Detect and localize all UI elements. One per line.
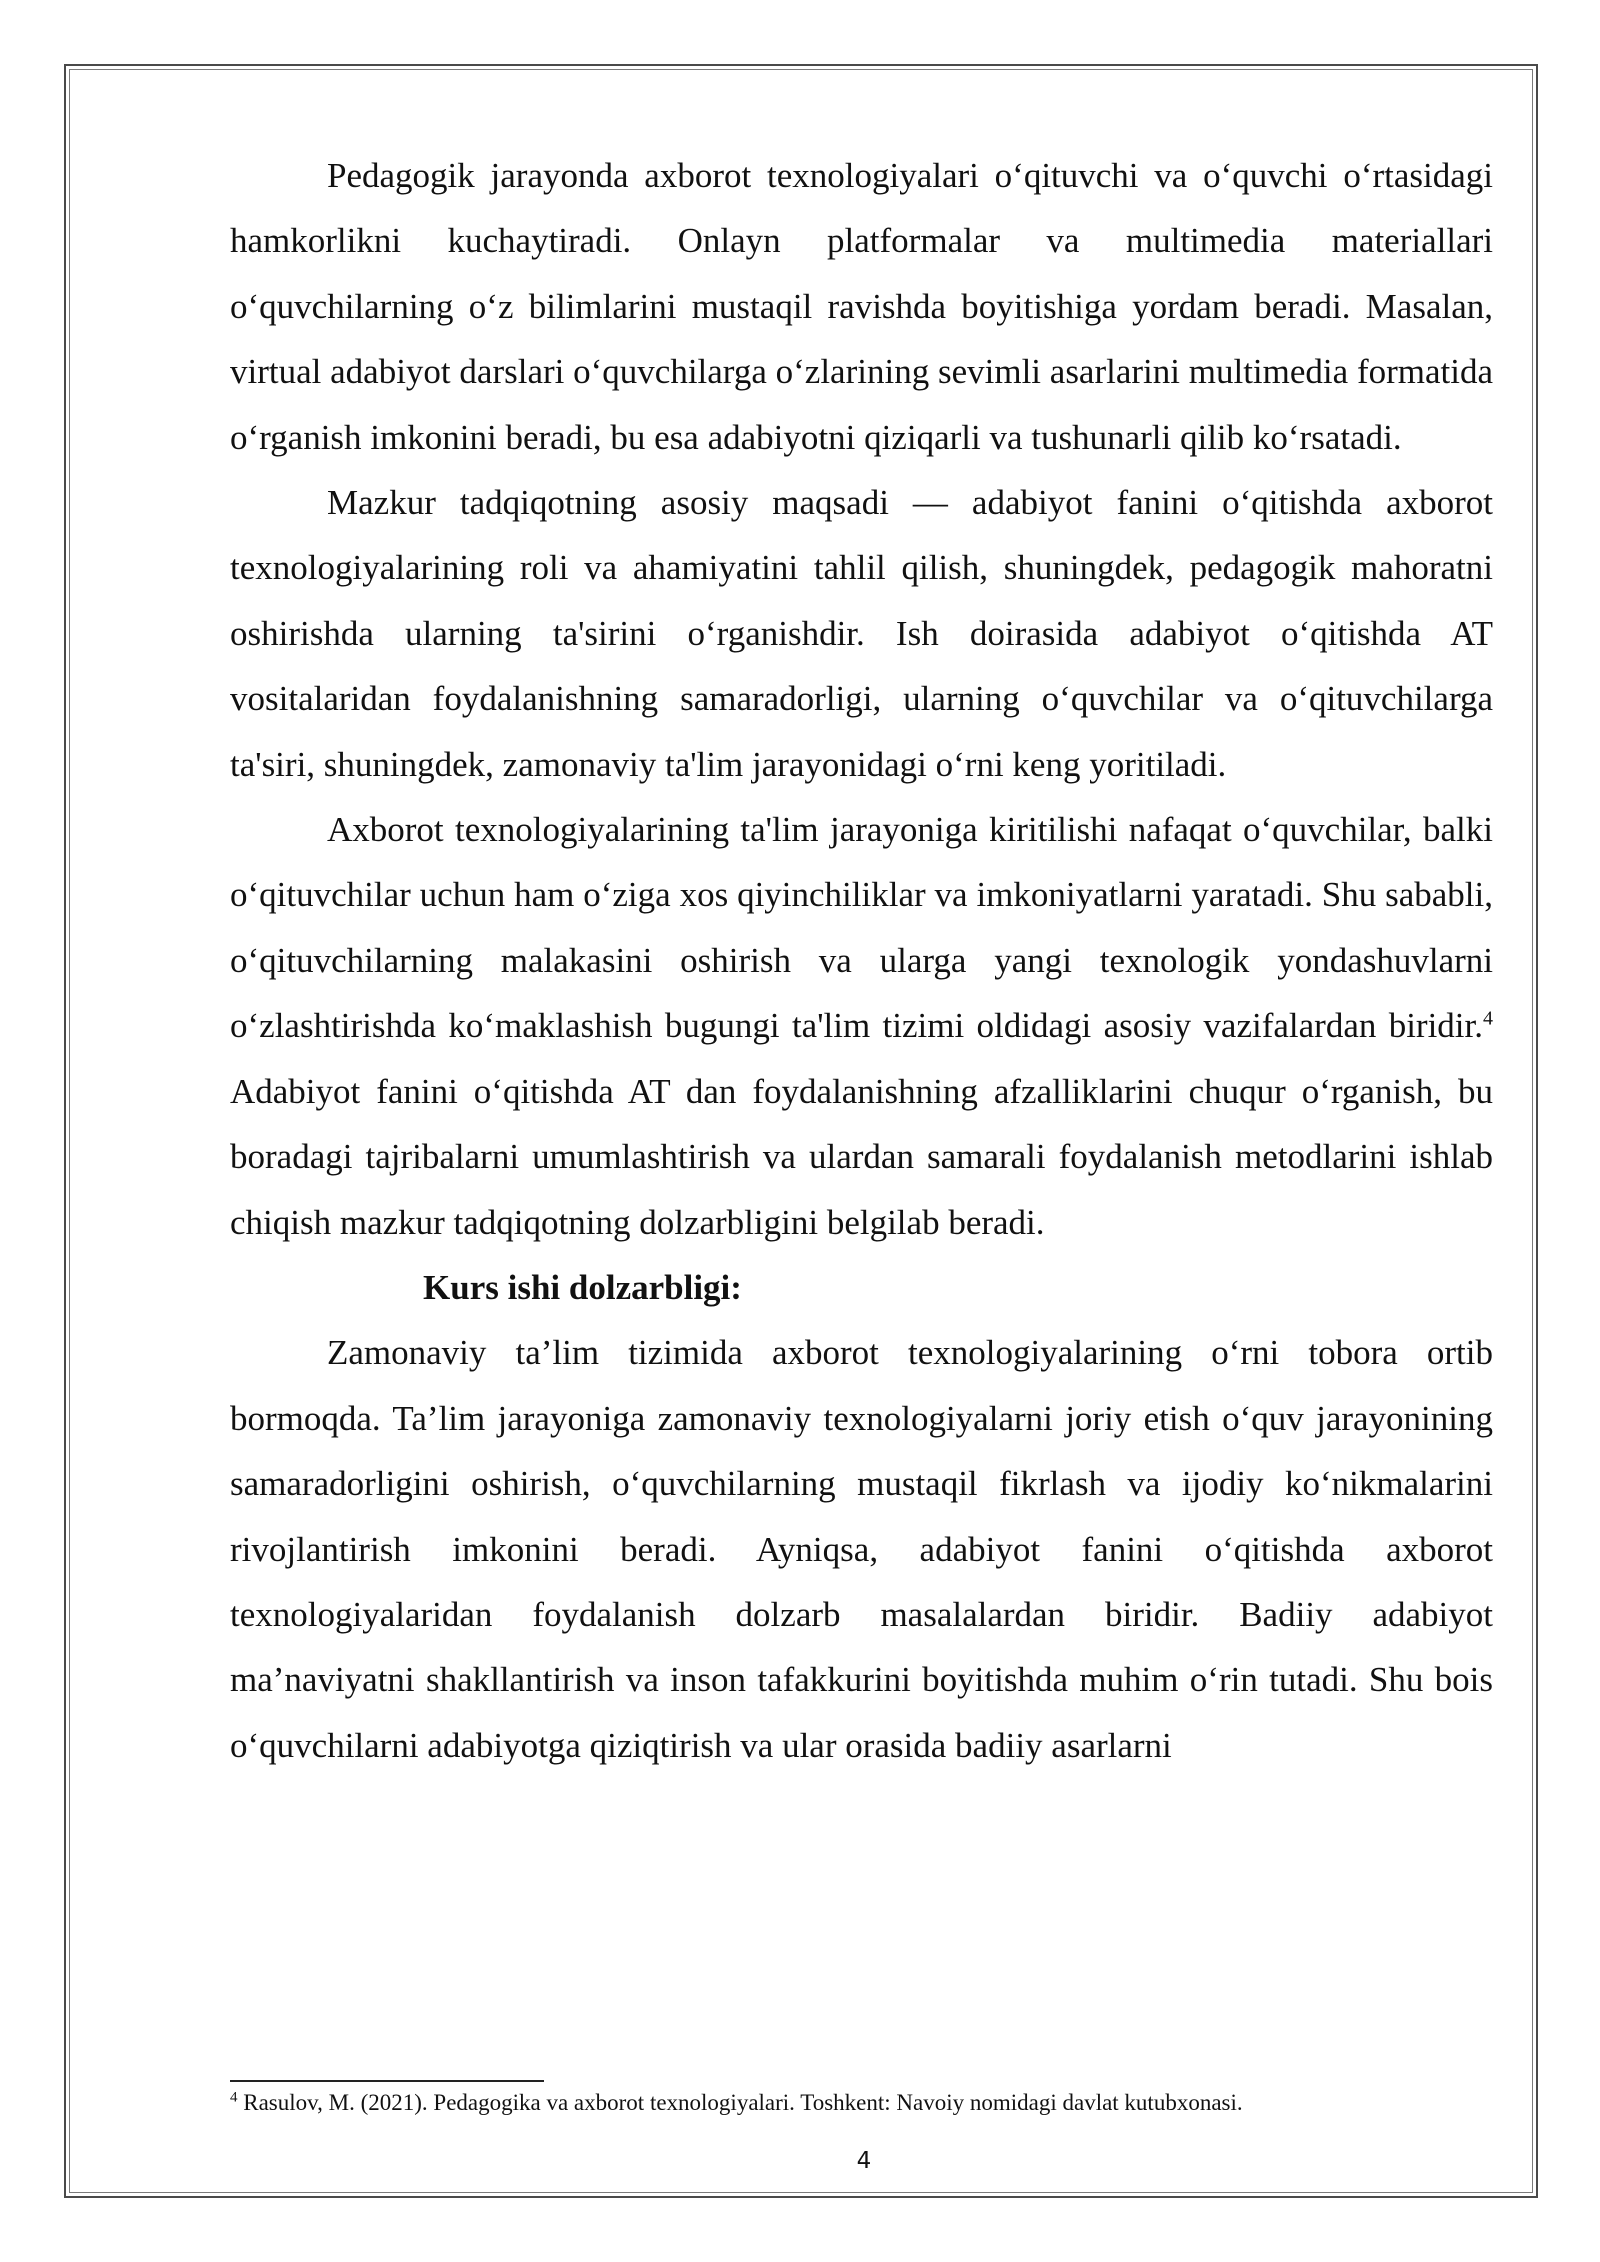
paragraph-3-text-end: Adabiyot fanini o‘qitishda AT dan foydalanishning afzalliklarini chuqur o‘rganish, bu boradagi tajribalarni umumlashtirish va ulardan samarali foydalanish metodlarini ishlab chiqish mazkur tadqiqotning dolzarbligini belgilab beradi.: [230, 1071, 1493, 1242]
paragraph-4: Zamonaviy ta’lim tizimida axborot texnologiyalarining o‘rni tobora ortib bormoqda. Ta’lim jarayoniga zamonaviy texnologiyalarni joriy etish o‘quv jarayonining samaradorligini oshirish, o‘quvchilarning mustaqil fikrlash va ijodiy ko‘nikmalarini rivojlantirish imkonini beradi. Ayniqsa, adabiyot fanini o‘qitishda axborot texnologiyalaridan foydalanish dolzarb masalalardan biridir. Badiiy adabiyot ma’naviyatni shakllantirish va inson tafakkurini boyitishda muhim o‘rin tutadi. Shu bois o‘quvchilarni adabiyotga qiziqtirish va ular orasida badiiy asarlarni: [230, 1333, 1493, 1765]
footnote-reference[interactable]: 4: [1483, 1007, 1493, 1030]
paragraph-1: Pedagogik jarayonda axborot texnologiyalari o‘qituvchi va o‘quvchi o‘rtasidagi hamkorlikni kuchaytiradi. Onlayn platformalar va multimedia materiallari o‘quvchilarning o‘z bilimlarini mustaqil ravishda boyitishiga yordam beradi. Masalan, virtual adabiyot darslari o‘quvchilarga o‘zlarining sevimli asarlarini multimedia formatida o‘rganish imkonini beradi, bu esa adabiyotni qiziqarli va tushunarli qilib ko‘rsatadi.: [230, 156, 1493, 457]
footnote-text: Rasulov, M. (2021). Pedagogika va axborot texnologiyalari. Toshkent: Navoiy nomidagi davlat kutubxonasi.: [237, 2090, 1243, 2115]
section-heading: Kurs ishi dolzarbligi:: [423, 1267, 742, 1307]
footnote-separator: [230, 2080, 544, 2082]
paragraph-3-text-start: Axborot texnologiyalarining ta'lim jarayoniga kiritilishi nafaqat o‘quvchilar, balki o‘qituvchilar uchun ham o‘ziga xos qiyinchiliklar va imkoniyatlarni yaratadi. Shu sababli, o‘qituvchilarning malakasini oshirish va ularga yangi texnologik yondashuvlarni o‘zlashtirishda ko‘maklashish bugungi ta'lim tizimi oldidagi asosiy vazifalardan biridir.: [230, 810, 1493, 1046]
footnote: [230, 2086, 1493, 2120]
footnote-number: 4: [230, 2089, 238, 2106]
page-number: 4: [856, 2148, 872, 2174]
main-text: [230, 143, 1493, 1778]
paragraph-2: Mazkur tadqiqotning asosiy maqsadi — adabiyot fanini o‘qitishda axborot texnologiyalarining roli va ahamiyatini tahlil qilish, shuningdek, pedagogik mahoratni oshirishda ularning ta'sirini o‘rganishdir. Ish doirasida adabiyot o‘qitishda AT vositalaridan foydalanishning samaradorligi, ularning o‘quvchilar va o‘qituvchilarga ta'siri, shuningdek, zamonaviy ta'lim jarayonidagi o‘rni keng yoritiladi.: [230, 483, 1493, 784]
paragraph-3: [230, 797, 1493, 1255]
